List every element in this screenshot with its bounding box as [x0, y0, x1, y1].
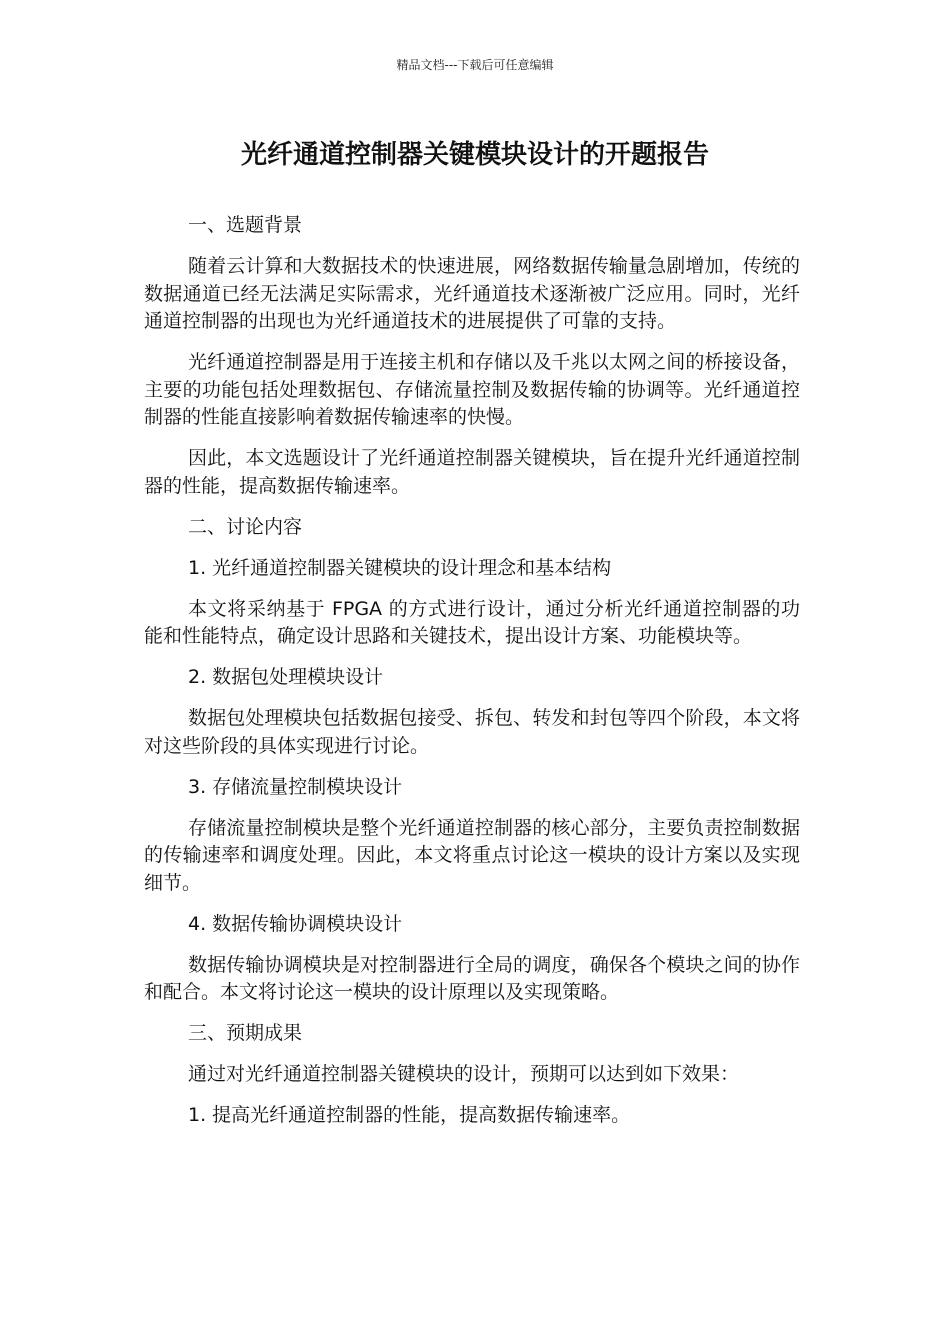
paragraph: 存储流量控制模块是整个光纤通道控制器的核心部分，主要负责控制数据的传输速率和调度处理。因此，本文将重点讨论这一模块的设计方案以及实现细节。: [144, 816, 800, 894]
paragraph: 随着云计算和大数据技术的快速进展，网络数据传输量急剧增加，传统的数据通道已经无法满足实际需求，光纤通道技术逐渐被广泛应用。同时，光纤通道控制器的出现也为光纤通道技术的进展提供了可靠的支持。: [144, 255, 800, 332]
subheading: 2. 数据包处理模块设计: [188, 666, 384, 688]
section-heading-background: 一、选题背景: [188, 214, 303, 236]
paragraph: 因此，本文选题设计了光纤通道控制器关键模块，旨在提升光纤通道控制器的性能，提高数据传输速率。: [144, 447, 800, 497]
paragraph: 本文将采纳基于 FPGA 的方式进行设计，通过分析光纤通道控制器的功能和性能特点，确定设计思路和关键技术，提出设计方案、功能模块等。: [144, 597, 800, 647]
paragraph: 数据包处理模块包括数据包接受、拆包、转发和封包等四个阶段，本文将对这些阶段的具体实现进行讨论。: [144, 707, 800, 757]
section-heading-expected-results: 三、预期成果: [188, 1022, 303, 1044]
paragraph: 数据传输协调模块是对控制器进行全局的调度，确保各个模块之间的协作和配合。本文将讨论这一模块的设计原理以及实现策略。: [144, 953, 800, 1003]
subheading: 4. 数据传输协调模块设计: [188, 912, 403, 935]
subheading: 3. 存储流量控制模块设计: [188, 775, 403, 798]
paragraph: 通过对光纤通道控制器关键模块的设计，预期可以达到如下效果：: [188, 1063, 740, 1085]
document-title: 光纤通道控制器关键模块设计的开题报告: [240, 140, 709, 170]
header-note: 精品文档---下载后可任意编辑: [396, 58, 554, 72]
document-body: [144, 212, 800, 1143]
subheading: 1. 光纤通道控制器关键模块的设计理念和基本结构: [188, 556, 612, 579]
list-item: 1. 提高光纤通道控制器的性能，提高数据传输速率。: [188, 1104, 631, 1126]
paragraph: 光纤通道控制器是用于连接主机和存储以及千兆以太网之间的桥接设备，主要的功能包括处理数据包、存储流量控制及数据传输的协调等。光纤通道控制器的性能直接影响着数据传输速率的快慢。: [144, 351, 800, 428]
section-heading-research-content: 二、讨论内容: [188, 515, 303, 538]
